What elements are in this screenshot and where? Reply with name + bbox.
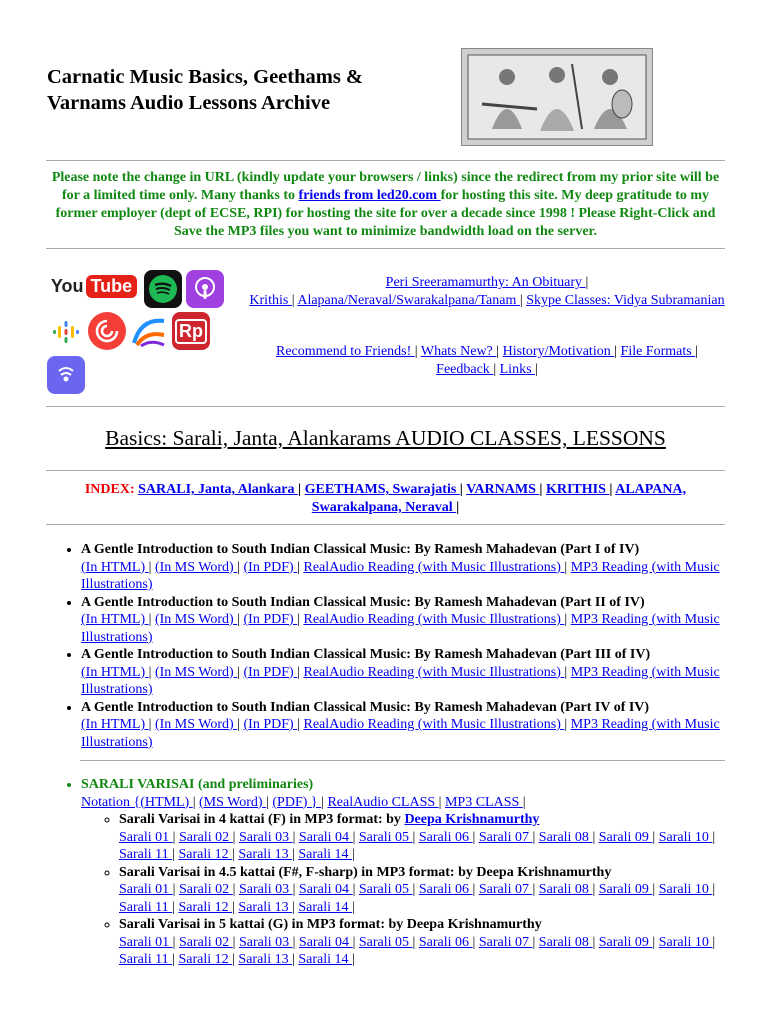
index-varnams-link[interactable]: VARNAMS bbox=[466, 482, 540, 497]
musicians-illustration bbox=[461, 48, 653, 146]
sarali-lesson-link[interactable]: Sarali 13 bbox=[238, 952, 293, 967]
obituary-link[interactable]: Peri Sreeramamurthy: An Obituary bbox=[385, 275, 586, 290]
sarali-lesson-link[interactable]: Sarali 05 bbox=[358, 829, 413, 845]
index-alapana-link[interactable]: ALAPANA, Swarakalpana, Neraval bbox=[311, 482, 687, 515]
links-link[interactable]: Links bbox=[499, 362, 536, 377]
page-title: Carnatic Music Basics, Geethams & Varnams Audio Lessons Archive bbox=[47, 66, 363, 114]
intro-html-link[interactable]: (In HTML) bbox=[81, 664, 149, 680]
spotify-icon[interactable] bbox=[144, 270, 182, 308]
feedback-link[interactable]: Feedback bbox=[436, 362, 494, 377]
realaudio-class-link[interactable]: RealAudio CLASS bbox=[327, 794, 439, 810]
sarali-lesson-link[interactable]: Sarali 03 bbox=[238, 829, 293, 845]
divider bbox=[46, 524, 725, 525]
history-link[interactable]: History/Motivation bbox=[502, 344, 615, 359]
sarali-lesson-link[interactable]: Sarali 02 bbox=[178, 934, 233, 950]
sarali-lesson-link[interactable]: Sarali 14 bbox=[298, 899, 353, 915]
sarali-lesson-link[interactable]: Sarali 05 bbox=[358, 882, 413, 897]
sarali-lesson-link[interactable]: Sarali 06 bbox=[418, 829, 473, 845]
sarali-lesson-link[interactable]: Sarali 09 bbox=[598, 934, 653, 950]
sarali-lesson-link[interactable]: Sarali 14 bbox=[298, 952, 353, 967]
index-geethams-link[interactable]: GEETHAMS, Swarajatis bbox=[304, 482, 460, 497]
intro-pdf-link[interactable]: (In PDF) bbox=[243, 664, 298, 680]
sarali-lesson-link[interactable]: Sarali 11 bbox=[119, 899, 173, 915]
mp3-class-link[interactable]: MP3 CLASS bbox=[444, 794, 523, 810]
alapana-link[interactable]: Alapana/Neraval/Swarakalpana/Tanam bbox=[297, 293, 520, 308]
sarali-lesson-link[interactable]: Sarali 06 bbox=[418, 882, 473, 897]
sarali-lesson-link[interactable]: Sarali 13 bbox=[238, 847, 293, 862]
list-item: • A Gentle Introduction to South Indian Classical Music: By Ramesh Mahadevan (Part III of IV) (In HTML) | (In MS Word) | (In PDF) | RealAudio Reading (with Music Illustrations) | MP3 Reading (with Music Illustrations) bbox=[81, 646, 741, 699]
list-item: ◦ Sarali Varisai in 4 kattai (F) in MP3 format: by Deepa Krishnamurthy Sarali 01 | Sarali 02 | Sarali 03 | Sarali 04 | Sarali 05 | Sarali 06 | Sarali 07 | Sarali 08 | Sarali 09 | Sarali 10 | Sarali 11 | Sarali 12 | Sarali 13 | Sarali 14 | bbox=[119, 811, 741, 864]
list-item: • A Gentle Introduction to South Indian Classical Music: By Ramesh Mahadevan (Part I of IV) (In HTML) | (In MS Word) | (In PDF) | RealAudio Reading (with Music Illustrations) | MP3 Reading (with Music Illustrations) bbox=[81, 541, 741, 594]
intro-word-link[interactable]: (In MS Word) bbox=[154, 664, 238, 680]
sarali-lesson-link[interactable]: Sarali 09 bbox=[598, 882, 653, 897]
sarali-lesson-link[interactable]: Sarali 03 bbox=[238, 882, 293, 897]
sarali-lesson-link[interactable]: Sarali 04 bbox=[298, 829, 353, 845]
intro-html-link[interactable]: (In HTML) bbox=[81, 559, 149, 575]
sarali-lesson-link[interactable]: Sarali 09 bbox=[598, 829, 653, 845]
index-sarali-link[interactable]: SARALI, Janta, Alankara bbox=[138, 482, 299, 497]
list-item: ◦ Sarali Varisai in 4.5 kattai (F#, F-sharp) in MP3 format: by Deepa Krishnamurthy Sarali 01 | Sarali 02 | Sarali 03 | Sarali 04 | Sarali 05 | Sarali 06 | Sarali 07 | Sarali 08 | Sarali 09 | Sarali 10 | Sarali 11 | Sarali 12 | Sarali 13 | Sarali 14 | bbox=[119, 864, 741, 917]
radiopublic-icon[interactable]: Rp bbox=[172, 312, 210, 350]
led20-link[interactable]: friends from led20.com bbox=[298, 188, 441, 203]
notation-pdf-link[interactable]: (PDF) } bbox=[272, 794, 322, 810]
sarali-lesson-link[interactable]: Sarali 12 bbox=[178, 899, 233, 915]
sarali-lesson-link[interactable]: Sarali 07 bbox=[478, 934, 533, 950]
sarali-lesson-link[interactable]: Sarali 01 bbox=[119, 882, 173, 897]
index-bar: INDEX: SARALI, Janta, Alankara | GEETHAMS, Swarajatis | VARNAMS | KRITHIS | ALAPANA, Swarakalpana, Neraval | bbox=[84, 482, 687, 515]
divider bbox=[46, 160, 725, 161]
intro-pdf-link[interactable]: (In PDF) bbox=[243, 559, 298, 575]
sarali-lesson-link[interactable]: Sarali 07 bbox=[478, 829, 533, 845]
sarali-lesson-link[interactable]: Sarali 07 bbox=[478, 882, 533, 897]
sarali-lesson-link[interactable]: Sarali 14 bbox=[298, 847, 353, 862]
pocket-casts-icon[interactable] bbox=[88, 312, 126, 350]
intro-mp3-link[interactable]: MP3 Reading (with Music Illustrations) bbox=[81, 559, 720, 592]
intro-realaudio-link[interactable]: RealAudio Reading (with Music Illustrations) bbox=[303, 717, 565, 732]
sarali-lesson-link[interactable]: Sarali 10 bbox=[658, 934, 713, 950]
index-krithis-link[interactable]: KRITHIS bbox=[545, 482, 610, 497]
intro-realaudio-link[interactable]: RealAudio Reading (with Music Illustrations) bbox=[303, 612, 565, 627]
intro-list bbox=[63, 541, 741, 751]
deepa-krishnamurthy-link[interactable]: Deepa Krishnamurthy bbox=[404, 812, 540, 827]
skype-classes-link[interactable]: Skype Classes: Vidya Subramanian bbox=[526, 293, 725, 308]
krithis-link[interactable]: Krithis bbox=[249, 293, 292, 308]
file-formats-link[interactable]: File Formats bbox=[620, 344, 696, 359]
sarali-lesson-link[interactable]: Sarali 06 bbox=[418, 934, 473, 950]
intro-pdf-link[interactable]: (In PDF) bbox=[243, 717, 298, 732]
intro-word-link[interactable]: (In MS Word) bbox=[154, 559, 238, 575]
apple-podcasts-icon[interactable] bbox=[186, 270, 224, 308]
sarali-lesson-link[interactable]: Sarali 02 bbox=[178, 829, 233, 845]
list-item: • A Gentle Introduction to South Indian Classical Music: By Ramesh Mahadevan (Part IV of IV) (In HTML) | (In MS Word) | (In PDF) | RealAudio Reading (with Music Illustrations) | MP3 Reading (with Music Illustrations) bbox=[81, 699, 741, 752]
intro-html-link[interactable]: (In HTML) bbox=[81, 612, 149, 627]
sarali-lesson-link[interactable]: Sarali 03 bbox=[238, 934, 293, 950]
intro-realaudio-link[interactable]: RealAudio Reading (with Music Illustrations) bbox=[303, 664, 565, 680]
list-item: • A Gentle Introduction to South Indian Classical Music: By Ramesh Mahadevan (Part II of IV) (In HTML) | (In MS Word) | (In PDF) | RealAudio Reading (with Music Illustrations) | MP3 Reading (with Music Illustrations) bbox=[81, 594, 741, 647]
intro-word-link[interactable]: (In MS Word) bbox=[154, 612, 238, 627]
list-item: • SARALI VARISAI (and preliminaries) Notation {(HTML) | (MS Word) | (PDF) } | RealAudio CLASS | MP3 CLASS | ◦ Sarali Varisai in 4 kattai (F) in MP3 format: by Deepa Krishnamurthy Sarali 01 | Sarali 02 | Sarali 03 | Sarali 04 | Sarali 05 | Sarali 06 | Sarali 07 | Sarali 08 | Sarali 09 | Sarali 10 | Sarali 11 | Sarali 12 | Sarali 13 | Sarali 14 | ◦ Sarali Varisai in 4.5 kattai (F#, F-sharp) in MP3 format: by Deepa Krishnamurthy Sarali 01 | Sarali 02 | Sarali 03 | Sarali 04 | Sarali 05 | Sarali 06 | Sarali 07 | Sarali 08 | Sarali 09 | Sarali 10 | Sarali 11 | Sarali 12 | Sarali 13 | Sarali 14 | ◦ Sarali Varisai in 5 kattai (G) in MP3 format: by Deepa Krishnamurthy Sarali 01 | Sarali 02 | Sarali 03 | Sarali 04 | Sarali 05 | Sarali 06 | Sarali 07 | Sarali 08 | Sarali 09 | Sarali 10 | Sarali 11 | Sarali 12 | Sarali 13 | Sarali 14 | bbox=[81, 776, 741, 969]
sarali-lesson-link[interactable]: Sarali 10 bbox=[658, 882, 713, 897]
divider bbox=[46, 406, 725, 407]
sarali-lesson-link[interactable]: Sarali 08 bbox=[538, 829, 593, 845]
nav-links-top: Peri Sreeramamurthy: An Obituary | Krithis | Alapana/Neraval/Swarakalpana/Tanam | Skype Classes: Vidya Subramanian bbox=[249, 275, 725, 308]
recommend-link[interactable]: Recommend to Friends! bbox=[275, 344, 415, 359]
intro-mp3-link[interactable]: MP3 Reading (with Music Illustrations) bbox=[81, 664, 720, 697]
sarali-lesson-link[interactable]: Sarali 02 bbox=[178, 882, 233, 897]
divider bbox=[80, 760, 725, 761]
intro-mp3-link[interactable]: MP3 Reading (with Music Illustrations) bbox=[81, 612, 720, 645]
divider bbox=[46, 470, 725, 471]
notation-html-link[interactable]: Notation {(HTML) bbox=[81, 794, 193, 810]
sarali-lesson-link[interactable]: Sarali 10 bbox=[658, 829, 713, 845]
sarali-lesson-link[interactable]: Sarali 13 bbox=[238, 899, 293, 915]
intro-word-link[interactable]: (In MS Word) bbox=[154, 717, 238, 732]
divider bbox=[46, 248, 725, 249]
sarali-lesson-link[interactable]: Sarali 01 bbox=[119, 934, 173, 950]
intro-realaudio-link[interactable]: RealAudio Reading (with Music Illustrations) bbox=[303, 559, 565, 575]
intro-pdf-link[interactable]: (In PDF) bbox=[243, 612, 298, 627]
intro-html-link[interactable]: (In HTML) bbox=[81, 717, 149, 732]
intro-mp3-link[interactable]: MP3 Reading (with Music Illustrations) bbox=[81, 717, 720, 750]
sarali-lesson-link[interactable]: Sarali 12 bbox=[178, 952, 233, 967]
notation-word-link[interactable]: (MS Word) bbox=[199, 794, 267, 810]
google-podcasts-icon[interactable] bbox=[50, 316, 82, 348]
sarali-lesson-link[interactable]: Sarali 01 bbox=[119, 829, 173, 845]
sarali-lesson-link[interactable]: Sarali 04 bbox=[298, 882, 353, 897]
sarali-section bbox=[63, 776, 741, 969]
main-heading: Basics: Sarali, Janta, Alankarams AUDIO CLASSES, LESSONS bbox=[105, 426, 666, 450]
anchor-icon[interactable] bbox=[47, 356, 85, 394]
sarali-lesson-link[interactable]: Sarali 08 bbox=[538, 882, 593, 897]
sarali-lesson-link[interactable]: Sarali 11 bbox=[119, 847, 173, 862]
nav-links-bottom: Recommend to Friends! | Whats New? | History/Motivation | File Formats | Feedback | Links | bbox=[275, 344, 699, 377]
sarali-lesson-link[interactable]: Sarali 12 bbox=[178, 847, 233, 862]
sarali-lesson-link[interactable]: Sarali 08 bbox=[538, 934, 593, 950]
list-item: ◦ Sarali Varisai in 5 kattai (G) in MP3 format: by Deepa Krishnamurthy Sarali 01 | Sarali 02 | Sarali 03 | Sarali 04 | Sarali 05 | Sarali 06 | Sarali 07 | Sarali 08 | Sarali 09 | Sarali 10 | Sarali 11 | Sarali 12 | Sarali 13 | Sarali 14 | bbox=[119, 916, 741, 969]
sarali-lesson-link[interactable]: Sarali 05 bbox=[358, 934, 413, 950]
castbox-icon[interactable] bbox=[130, 312, 168, 350]
youtube-icon[interactable]: You Tube bbox=[50, 270, 138, 302]
sarali-lesson-link[interactable]: Sarali 11 bbox=[119, 952, 173, 967]
sarali-lesson-link[interactable]: Sarali 04 bbox=[298, 934, 353, 950]
whats-new-link[interactable]: Whats New? bbox=[420, 344, 497, 359]
url-change-notice: Please note the change in URL (kindly update your browsers / links) since the redirect from my prior site will be for a limited time only. Many thanks to friends from led20.com for hosting this site. My deep gratitude to my former employer (dept of ECSE, RPI) for hosting the site for over a decade since 1998 ! Please Right-Click and Save the MP3 files you want to minimize bandwidth load on the server. bbox=[51, 170, 720, 239]
